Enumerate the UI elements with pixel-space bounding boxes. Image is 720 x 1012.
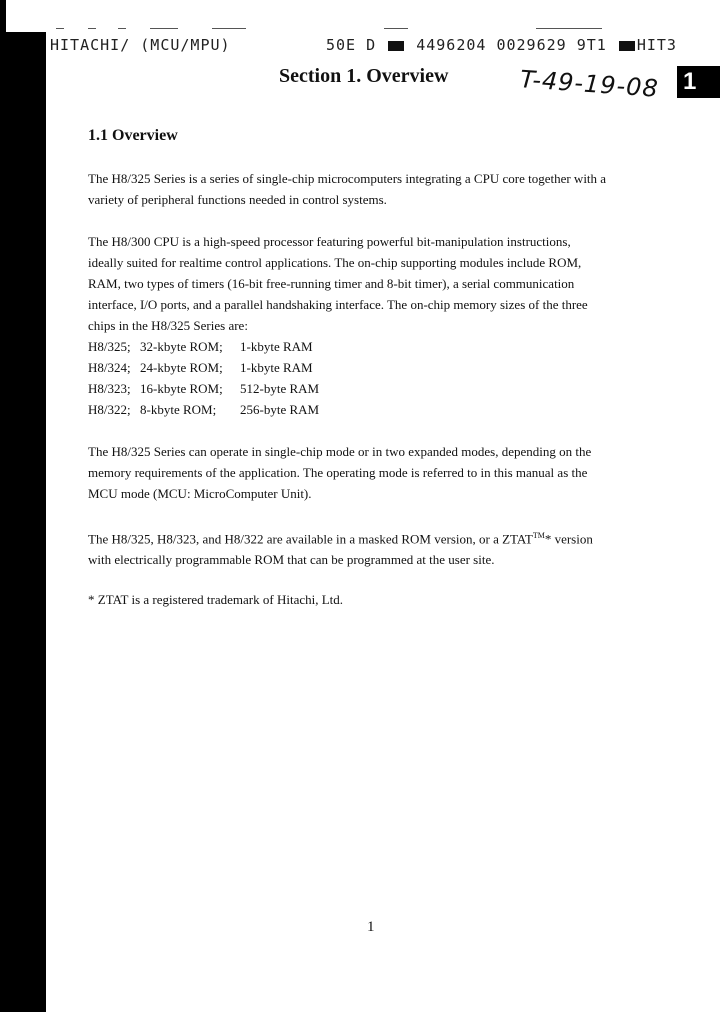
header-code [326, 36, 677, 54]
text-line: The H8/325 Series can operate in single-chip mode or in two expanded modes, depending on the [88, 444, 592, 459]
chip-ram: 1-kbyte RAM [240, 360, 313, 375]
chip-rom: 24-kbyte ROM; [140, 360, 223, 375]
footnote [88, 589, 678, 610]
trademark-mark: TM [532, 531, 545, 540]
header-rule [118, 28, 126, 29]
header-rule [88, 28, 96, 29]
header-rule [536, 28, 602, 29]
paragraph-intro [88, 168, 678, 210]
chip-name: H8/322; [88, 402, 131, 417]
chip-name: H8/324; [88, 360, 131, 375]
text-line: MCU mode (MCU: MicroComputer Unit). [88, 486, 312, 501]
text-line: memory requirements of the application. The operating mode is referred to in this manual as the [88, 465, 588, 480]
header-code-mid: 4496204 0029629 9T1 [416, 36, 607, 54]
paragraph-modes [88, 441, 678, 504]
barcode-block-icon [619, 41, 635, 51]
section-tab: 1 [677, 66, 720, 98]
chip-row [88, 399, 678, 420]
chip-ram: 1-kbyte RAM [240, 339, 313, 354]
text-line: chips in the H8/325 Series are: [88, 318, 248, 333]
header-rule [56, 28, 64, 29]
handwritten-note: T-49-19-08 [519, 65, 660, 103]
scan-edge-gap [6, 0, 46, 32]
chip-ram: 512-byte RAM [240, 381, 320, 396]
header-rule [212, 28, 246, 29]
text-line: * ZTAT is a registered trademark of Hitachi, Ltd. [88, 592, 344, 607]
text-span: * version [544, 531, 593, 547]
scan-edge-bar [0, 0, 46, 1012]
header-code-prefix: 50E D [326, 36, 377, 54]
text-line: The H8/300 CPU is a high-speed processor featuring powerful bit-manipulation instructions, [88, 234, 571, 249]
paragraph-cpu [88, 231, 678, 420]
chip-row [88, 378, 678, 399]
text-line: interface, I/O ports, and a parallel handshaking interface. The on-chip memory sizes of the three [88, 297, 588, 312]
text-line: ideally suited for realtime control applications. The on-chip supporting modules include ROM, [88, 255, 582, 270]
text-line: variety of peripheral functions needed in control systems. [88, 192, 387, 207]
subheading: 1.1 Overview [88, 127, 178, 144]
header-rule [384, 28, 408, 29]
chip-ram: 256-byte RAM [240, 402, 320, 417]
header-rule [150, 28, 178, 29]
text-line: with electrically programmable ROM that can be programmed at the user site. [88, 552, 495, 568]
page-number: 1 [367, 919, 375, 935]
paragraph-versions [88, 525, 678, 570]
text-line: The H8/325 Series is a series of single-chip microcomputers integrating a CPU core together with a [88, 171, 607, 186]
chip-rom: 16-kbyte ROM; [140, 381, 223, 396]
chip-rom: 8-kbyte ROM; [140, 402, 217, 417]
header-company: HITACHI/ (MCU/MPU) [50, 36, 231, 54]
text-line [88, 525, 678, 549]
page-title: Section 1. Overview [279, 65, 449, 87]
chip-row [88, 357, 678, 378]
text-line: RAM, two types of timers (16-bit free-running timer and 8-bit timer), a serial communication [88, 276, 575, 291]
chip-row [88, 336, 678, 357]
header-code-end: HIT3 [636, 36, 677, 54]
text-span: The H8/325, H8/323, and H8/322 are available in a masked ROM version, or a ZTAT [88, 531, 533, 547]
barcode-block-icon [388, 41, 404, 51]
chip-name: H8/323; [88, 381, 131, 396]
chip-rom: 32-kbyte ROM; [140, 339, 223, 354]
chip-name: H8/325; [88, 339, 131, 354]
